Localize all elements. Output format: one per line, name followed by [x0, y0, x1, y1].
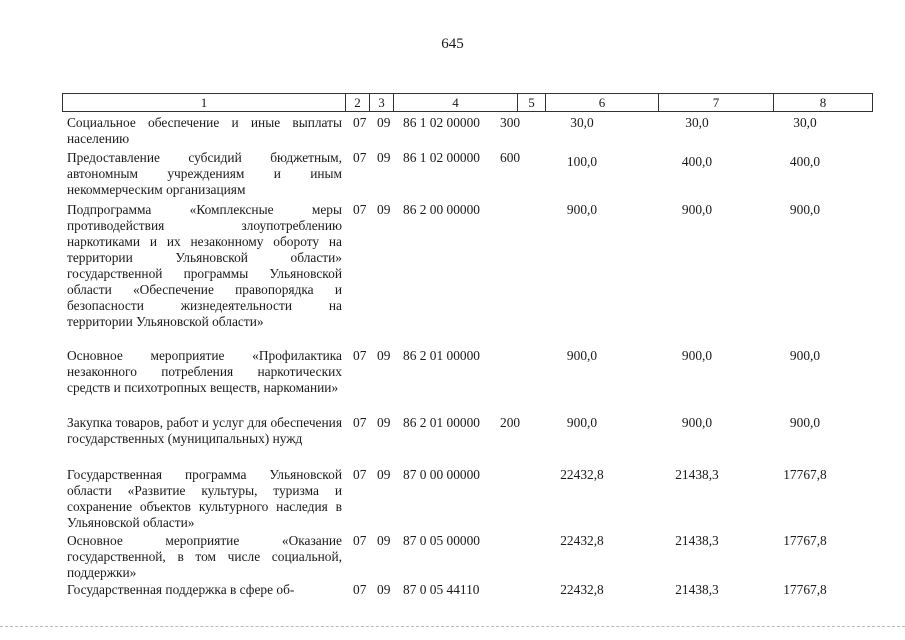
row-section: 07 — [353, 202, 367, 217]
row-value-7: 21438,3 — [675, 467, 719, 482]
row-subsection: 09 — [377, 415, 391, 430]
row-expense-type: 200 — [500, 415, 521, 430]
col-header-1: 1 — [63, 94, 346, 112]
row-value-7: 900,0 — [681, 415, 713, 430]
row-code: 87 0 00 00000 — [403, 467, 480, 482]
table-row — [0, 533, 905, 581]
row-value-6: 900,0 — [566, 202, 598, 217]
col-header-2: 2 — [346, 94, 370, 112]
column-header-table — [62, 93, 873, 112]
row-value-7: 900,0 — [681, 348, 713, 363]
row-value-6: 22432,8 — [560, 533, 604, 548]
col-header-8: 8 — [774, 94, 873, 112]
row-value-6: 900,0 — [566, 415, 598, 430]
row-value-8: 17767,8 — [783, 582, 827, 597]
col-header-5: 5 — [518, 94, 546, 112]
row-section: 07 — [353, 415, 367, 430]
row-value-7: 400,0 — [681, 154, 713, 169]
row-code: 86 2 01 00000 — [403, 348, 480, 363]
row-subsection: 09 — [377, 582, 391, 597]
row-code: 86 1 02 00000 — [403, 150, 480, 165]
col-header-6: 6 — [546, 94, 659, 112]
row-value-6: 22432,8 — [560, 582, 604, 597]
row-section: 07 — [353, 582, 367, 597]
col-header-3: 3 — [370, 94, 394, 112]
row-subsection: 09 — [377, 202, 391, 217]
row-value-8: 900,0 — [789, 202, 821, 217]
row-value-6: 900,0 — [566, 348, 598, 363]
row-code: 86 2 00 00000 — [403, 202, 480, 217]
table-row — [0, 348, 905, 412]
row-value-7: 900,0 — [681, 202, 713, 217]
row-value-7: 30,0 — [685, 115, 709, 130]
row-value-7: 21438,3 — [675, 582, 719, 597]
row-value-6: 100,0 — [566, 154, 598, 169]
row-subsection: 09 — [377, 348, 391, 363]
table-row — [0, 467, 905, 531]
row-name: Закупка товаров, работ и услуг для обеспечения государственных (муниципальных) нужд — [67, 415, 342, 446]
row-value-8: 30,0 — [793, 115, 817, 130]
row-code: 87 0 05 44110 — [403, 582, 480, 597]
row-value-8: 17767,8 — [783, 533, 827, 548]
row-expense-type: 300 — [500, 115, 521, 130]
row-code: 86 2 01 00000 — [403, 415, 480, 430]
scan-artifact-line — [0, 626, 905, 628]
row-value-8: 900,0 — [789, 348, 821, 363]
column-header-row — [63, 94, 873, 112]
row-code: 87 0 05 00000 — [403, 533, 480, 548]
col-header-4: 4 — [394, 94, 518, 112]
row-subsection: 09 — [377, 115, 391, 130]
row-subsection: 09 — [377, 150, 391, 165]
budget-table-body — [0, 112, 905, 595]
table-row — [0, 415, 905, 463]
row-name: Предоставление субсидий бюджетным, автономным учреждениям и иным некоммерческим организациям — [67, 150, 342, 197]
row-section: 07 — [353, 533, 367, 548]
row-name: Государственная программа Ульяновской области «Развитие культуры, туризма и сохранение объектов культурного наследия в Ульяновской области» — [67, 467, 342, 530]
row-value-8: 400,0 — [789, 154, 821, 169]
table-row — [0, 582, 905, 598]
row-value-6: 30,0 — [570, 115, 594, 130]
row-subsection: 09 — [377, 467, 391, 482]
row-name: Подпрограмма «Комплексные меры противодействия злоупотреблению наркотиками и их незаконному обороту на территории Ульяновской области» государственной программы Ульяновской области «Обеспечение правопорядка и безопасности жизнедеятельности на территории Ульяновской области» — [67, 202, 342, 329]
row-name: Социальное обеспечение и иные выплаты населению — [67, 115, 342, 146]
row-section: 07 — [353, 150, 367, 165]
row-section: 07 — [353, 467, 367, 482]
table-row — [0, 202, 905, 346]
row-value-8: 900,0 — [789, 415, 821, 430]
row-value-6: 22432,8 — [560, 467, 604, 482]
table-row — [0, 150, 905, 198]
row-code: 86 1 02 00000 — [403, 115, 480, 130]
row-name: Государственная поддержка в сфере об- — [67, 582, 295, 597]
row-subsection: 09 — [377, 533, 391, 548]
table-row — [0, 115, 905, 147]
row-expense-type: 600 — [500, 150, 521, 165]
row-name: Основное мероприятие «Профилактика незаконного потребления наркотических средств и психотропных веществ, наркомании» — [67, 348, 342, 395]
row-section: 07 — [353, 115, 367, 130]
row-value-8: 17767,8 — [783, 467, 827, 482]
row-section: 07 — [353, 348, 367, 363]
row-value-7: 21438,3 — [675, 533, 719, 548]
row-name: Основное мероприятие «Оказание государственной, в том числе социальной, поддержки» — [67, 533, 342, 580]
col-header-7: 7 — [659, 94, 774, 112]
page-number: 645 — [441, 36, 464, 52]
